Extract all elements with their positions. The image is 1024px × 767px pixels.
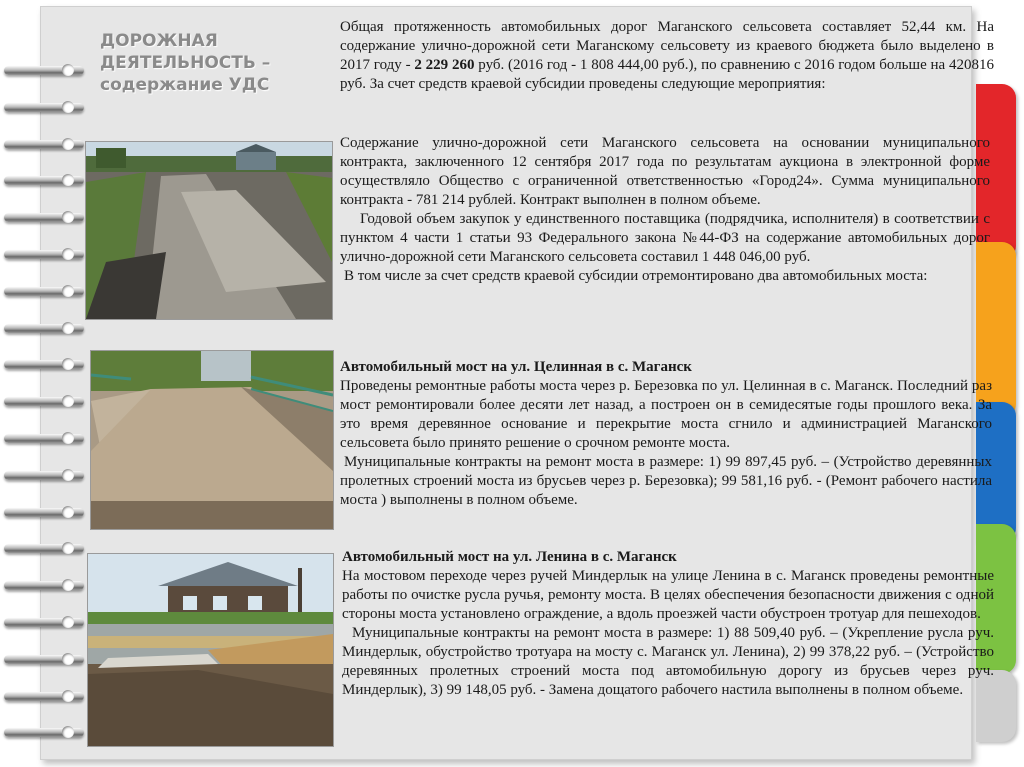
contract-paragraph: Содержание улично-дорожной сети Маганского сельсовета на основании муниципального контракта, заключенного 12 сентября 2017 года по результатам аукциона в электронной форме осуществляло Общество с ограниченной ответственностью «Город24». Сумма муниципального контракта - 781 214 рублей. Контракт выполнен в полном объеме.: [340, 135, 990, 208]
budget-amount: 2 229 260: [414, 57, 475, 73]
intro-text-continued: руб. (2016 год - 1 808 444,00 руб.), по сравнению с 2016 годом больше на 420816 руб. За счет средств краевой субсидии проведены следующие мероприятия:: [340, 57, 994, 92]
ring-hole: [62, 64, 74, 76]
binding-ring: [4, 324, 84, 334]
bridge1-description: Проведены ремонтные работы моста через р. Березовка по ул. Целинная в с. Маганск. Последний раз мост ремонтировали более десяти лет назад, а построен он в семидесятые годы прошлого века. За это время деревянное основание и перекрытие моста сгнило и администрацией Маганского сельсовета было принято решение о срочном ремонте моста.: [340, 378, 992, 451]
ring-hole: [62, 506, 74, 518]
bridge1-section: [340, 358, 992, 510]
bridge2-section: [342, 548, 994, 700]
ring-hole: [62, 469, 74, 481]
binding-ring: [4, 544, 84, 554]
binding-ring: [4, 250, 84, 260]
bridge2-description: На мостовом переходе через ручей Миндерлык на улице Ленина в с. Маганск проведены ремонтные работы по очистке русла ручья, ремонту моста. В целях обеспечения безопасности движения с одной стороны моста установлено ограждение, а вдоль проезжей части обустроен тротуар для пешеходов.: [342, 568, 994, 622]
binding-ring: [4, 360, 84, 370]
ring-hole: [62, 653, 74, 665]
binding-ring: [4, 176, 84, 186]
tselinnaya-bridge-photo: [90, 350, 334, 530]
bridge1-contracts: Муниципальные контракты на ремонт моста в размере: 1) 99 897,45 руб. – (Устройство деревянных пролетных строений моста из брусьев через р. Березовка); 99 581,16 руб. - (Ремонт рабочего настила моста ) выполнены в полном объеме.: [340, 454, 992, 508]
slide-title-line: ДОРОЖНАЯ: [100, 31, 218, 51]
binding-ring: [4, 618, 84, 628]
binding-ring: [4, 103, 84, 113]
binding-ring: [4, 655, 84, 665]
slide-title-line: содержание УДС: [100, 75, 270, 95]
intro-text: Общая протяженность автомобильных дорог Маганского сельсовета составляет 52,44 км. На содержание улично-дорожной сети Маганскому сельсовету из краевого бюджета было выделено в 2017 году -: [340, 19, 994, 73]
ring-hole: [62, 432, 74, 444]
binding-ring: [4, 434, 84, 444]
ring-hole: [62, 322, 74, 334]
ring-hole: [62, 101, 74, 113]
binding-ring: [4, 140, 84, 150]
ring-hole: [62, 690, 74, 702]
lenina-bridge-photo: [87, 553, 334, 747]
contract-paragraph-block: [340, 134, 990, 286]
binding-ring: [4, 692, 84, 702]
ring-hole: [62, 285, 74, 297]
binding-ring: [4, 66, 84, 76]
bridges-intro-paragraph: В том числе за счет средств краевой субсидии отремонтировано два автомобильных моста:: [344, 268, 928, 284]
gravel-road-photo: [85, 141, 333, 320]
binding-ring: [4, 728, 84, 738]
intro-paragraph: [340, 18, 994, 94]
bridge1-heading: Автомобильный мост на ул. Целинная в с. Маганск: [340, 359, 692, 375]
binding-ring: [4, 397, 84, 407]
binding-ring: [4, 213, 84, 223]
intro-paragraph-block: [340, 18, 994, 94]
ring-hole: [62, 616, 74, 628]
procurement-paragraph: Годовой объем закупок у единственного поставщика (подрядчика, исполнителя) в соответствии с пунктом 4 части 1 статьи 93 Федерального закона №44-ФЗ на содержание автомобильных дорог улично-дорожной сети Маганского сельсовета составил 1 448 046,00 руб.: [340, 211, 990, 265]
binding-ring: [4, 581, 84, 591]
binding-ring: [4, 287, 84, 297]
bridge2-contracts: Муниципальные контракты на ремонт моста в размере: 1) 88 509,40 руб. – (Укрепление русла руч. Миндерлык, обустройство тротуара на мосту с. Маганск ул. Ленина), 2) 99 378,22 руб. – (Устройство деревянных пролетных строений моста под автомобильную дорогу из брусьев через руч. Миндерлык), 3) 99 148,05 руб. - Замена дощатого рабочего настила выполнены в полном объеме.: [342, 625, 994, 698]
ring-hole: [62, 248, 74, 260]
binding-ring: [4, 508, 84, 518]
binding-ring: [4, 471, 84, 481]
bridge2-heading: Автомобильный мост на ул. Ленина в с. Маганск: [342, 549, 677, 565]
slide-title-line: ДЕЯТЕЛЬНОСТЬ –: [100, 53, 271, 73]
slide-title: [100, 30, 300, 96]
ring-hole: [62, 138, 74, 150]
